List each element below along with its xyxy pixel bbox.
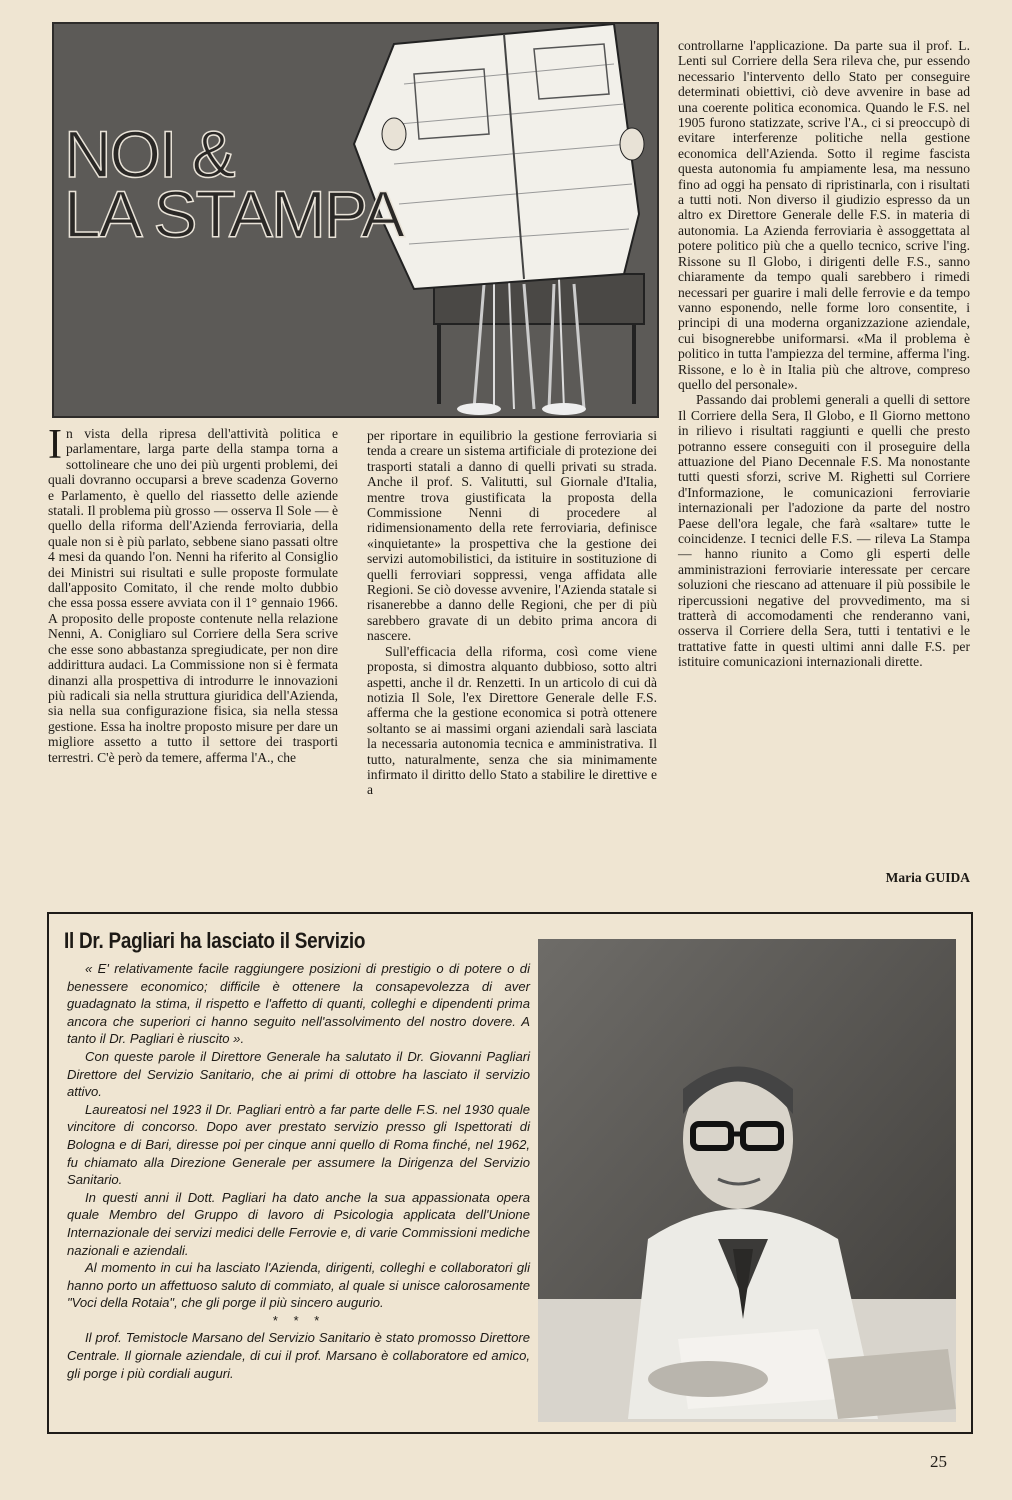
box-paragraph: « E' relativamente facile raggiungere posizioni di prestigio o di potere o di benessere economico; difficile è ottenere la consapevolezza di aver guadagnato la stima, il rispetto e l'affetto di quanti, colleghi e dipendenti prima ancora che superiori ci hanno seguito nell'assolvimento del nostro dovere. A tanto il Dr. Pagliari è riuscito ». (67, 961, 530, 1047)
article-paragraph: per riportare in equilibrio la gestione ferroviaria si tenda a creare un sistema artificiale di protezione dei trasporti statali a danno di quelli privati su strada. Anche il prof. S. Valitutti, sul Giornale d'Italia, mentre trova giustificata la proposta della Commissione Nenni di procedere al ridimensionamento della rete ferroviaria, definisce «inquietante» la prospettiva che la gestione dei servizi automobilistici, da istituire in sostituzione di quelli ferroviari soppressi, venga affidata alle Regioni. Se ciò dovesse avvenire, l'Azienda statale si risanerebbe a danno delle Regioni, che per di più sarebbero gravate di un debito prima ancora di nascere. (367, 428, 657, 644)
box-paragraph: In questi anni il Dott. Pagliari ha dato anche la sua appassionata opera quale Membro del Gruppo di lavoro di Psicologia applicata dell'Unione Internazionale dei servizi medici delle Ferrovie e, di varie Commissioni mediche nazionali e aziendali. (67, 1189, 530, 1258)
article-author: Maria GUIDA (885, 870, 970, 885)
article-column-3 (678, 38, 970, 670)
box-paragraph: Al momento in cui ha lasciato l'Azienda, dirigenti, colleghi e collaboratori gli hanno porto un affettuoso saluto di commiato, al quale si unisce calorosamente "Voci della Rotaia", che gli porge il più sincero augurio. (67, 1260, 530, 1311)
header-title-line2: LA STAMPA (64, 177, 404, 251)
article-paragraph: n vista della ripresa dell'attività politica e parlamentare, larga parte della stampa torna a sottolineare che uno dei più urgenti problemi, dei quali dovranno occuparsi a breve scadenza Governo e Parlamento, è quello del riassetto delle aziende statali. Il problema più grosso — osserva Il Sole — è quello della riforma dell'Azienda ferroviaria, della quale non si è più parlato, sebbene siano passati oltre 4 mesi da quando l'on. Nenni ha riferito al Consiglio dei Ministri sui risultati e sulle proposte formulate dall'apposito Comitato, il che rende molto dubbio che essa possa essere avviata con il 1° gennaio 1966. A proposito delle proposte contenute nella relazione Nenni, A. Conigliaro sul Corriere della Sera scrive che esse sono abbastanza spregiudicate, per non dire addirittura audaci. La Commissione non si è fermata dinanzi alla prospettiva di introdurre le innovazioni più radicali sia nella struttura giuridica dell'Azienda, sia nella sua configurazione fisica, sia nella stessa gestione. Essa ha inoltre proposto misure per dare un migliore assetto a tutto il settore dei trasporti terrestri. C'è però da temere, afferma l'A., che (48, 426, 338, 765)
header-title-line1: NOI & (64, 117, 234, 191)
article-paragraph: Passando dai problemi generali a quelli di settore Il Corriere della Sera, Il Globo, e Il Giorno mettono in rilievo i risultati raggiunti e quelli che presto potranno essere conseguiti con il proseguire della attuazione del Piano Decennale F.S. Ma nonostante tutti questi sforzi, scrive M. Righetti sul Corriere d'Informazione, le comunicazioni ferroviarie internazionali per l'adozione da parte del nostro Paese dell'ora legale, che farà «saltare» tutte le coincidenze. I tecnici delle F.S. — rileva La Stampa — hanno riunito a Como gli esperti delle amministrazioni ferroviarie interessate per cercare soluzioni che riescano ad attenuare il più possibile le ripercussioni negative del provvedimento, ma si tratterà di accomodamenti che renderanno vani, osserva il Corriere della Sera, tutti i tentativi e le trattative fatte in questi ultimi anni dalle F.S. per istituire comunicazioni internazionali dirette. (678, 392, 970, 670)
article-paragraph: Sull'efficacia della riforma, così come viene proposta, si dimostra alquanto dubbioso, sotto altri aspetti, anche il dr. Renzetti. In un articolo di cui dà notizia Il Sole, l'ex Direttore Generale delle F.S. afferma che la gestione economica si potrà ottenere soltanto se ai massimi organi aziendali sarà lasciata la necessaria autonomia tecnica e amministrativa. Il tutto, naturalmente, senza che sia minimamente infirmato il diritto dello Stato a stabilire le direttive e a (367, 643, 657, 798)
article-paragraph: controllarne l'applicazione. Da parte sua il prof. L. Lenti sul Corriere della Sera rileva che, pur essendo necessario l'intervento dello Stato per conseguire determinati obiettivi, ciò deve avvenire in base ad una coerente politica economica. Quando le F.S. nel 1905 furono statizzate, scrive l'A., ci si preoccupò di evitare interferenze politiche nella gestione economica dell'Azienda. Sotto il regime fascista questa autonomia fu ampiamente lesa, ma nessuno fino ad oggi ha pensato di ripristinarla, con i risultati a tutti noti. Non diverso il giudizio espresso da un altro ex Direttore Generale delle F.S. in materia di autonomia. La Azienda ferroviaria è assoggettata al potere politico più che a quello tecnico, scrive l'ing. Rissone su Il Globo, i dirigenti delle F.S., sanno chiaramente da tempo quali sarebbero i rimedi necessari per guarire i mali delle ferrovie e da tempo vanno esponendo, nelle forme loro consentite, i principi di una moderna organizzazione aziendale, cui bisognerebbe uniformarsi. «Ma il problema è politico in tutta l'ampiezza del termine, afferma l'ing. Rissone, e lo è in Italia più che altrove, compreso quello del personale». (678, 38, 970, 392)
separator-stars: * * * (272, 1312, 325, 1328)
box-paragraph: Con queste parole il Direttore Generale ha salutato il Dr. Giovanni Pagliari Direttore del Servizio Sanitario, che ai primi di ottobre ha lasciato il servizio attivo. (67, 1048, 530, 1100)
portrait-drawing (538, 939, 956, 1422)
article-column-2 (367, 428, 657, 798)
box-text (67, 960, 530, 1382)
page-number: 25 (930, 1452, 947, 1471)
box-title: Il Dr. Pagliari ha lasciato il Servizio (64, 928, 366, 953)
drop-cap: I (48, 422, 62, 468)
announcement-box (47, 912, 973, 1434)
box-paragraph: Laureatosi nel 1923 il Dr. Pagliari entrò a far parte delle F.S. nel 1930 quale vincitore di concorso. Dopo aver prestato servizio presso gli Ispettorati di Bologna e di Bari, diresse poi per cinque anni quello di Roma finché, nel 1962, fu chiamato alla Direzione Generale per assumere la Dirigenza del Servizio Sanitario. (67, 1101, 530, 1188)
box-paragraph: Il prof. Temistocle Marsano del Servizio Sanitario è stato promosso Direttore Centrale. Il giornale aziendale, di cui il prof. Marsano è collaboratore ed amico, gli porge i più cordiali auguri. (67, 1330, 530, 1381)
header-title (64, 117, 404, 251)
article-column-1 (48, 422, 338, 765)
header-illustration (52, 22, 659, 418)
portrait-photo (538, 939, 956, 1422)
